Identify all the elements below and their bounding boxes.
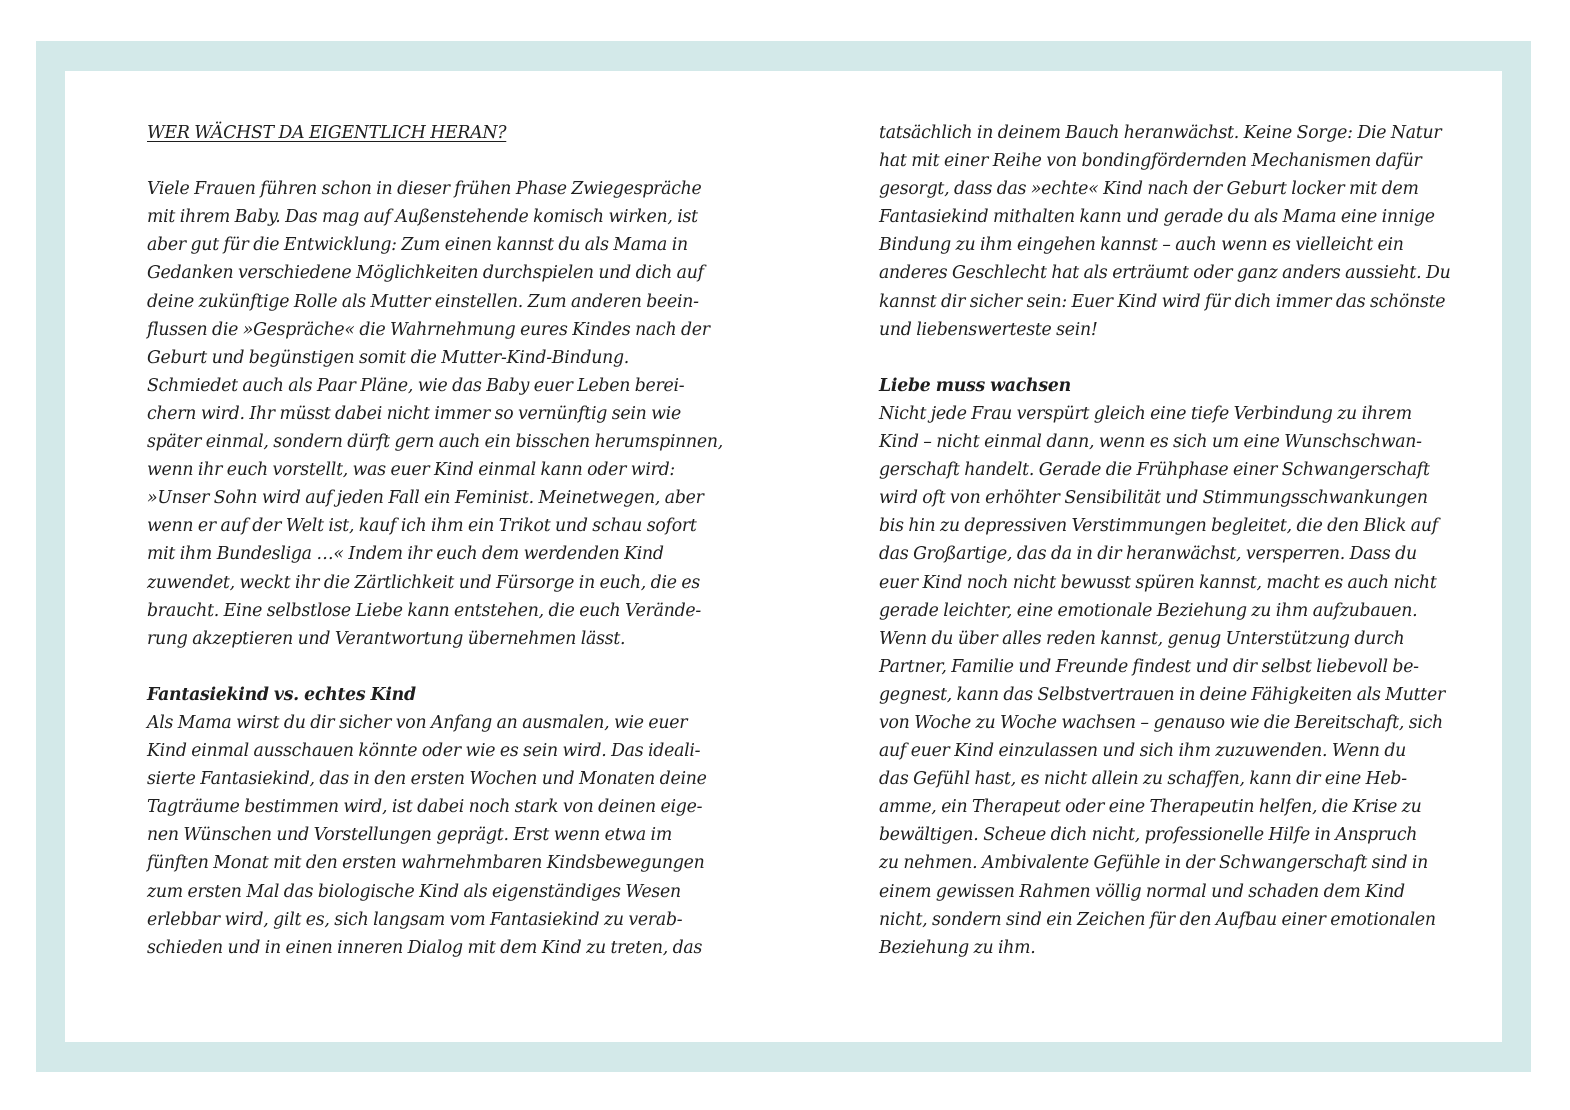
text-line: Nicht jede Frau verspürt gleich eine tiefe Verbindung zu ihrem	[879, 403, 1412, 424]
text-line: Partner, Familie und Freunde findest und dir selbst liebevoll be-	[879, 656, 1419, 677]
left-paragraph-2	[147, 709, 707, 962]
text-line: bewältigen. Scheue dich nicht, professionelle Hilfe in Anspruch	[879, 825, 1418, 846]
text-line: Tagträume bestimmen wird, ist dabei noch stark von deinen eige-	[147, 797, 703, 818]
spacer	[147, 147, 707, 175]
text-line: Beziehung zu ihm.	[879, 937, 1036, 958]
text-line: Schmiedet auch als Paar Pläne, wie das Baby euer Leben berei-	[147, 375, 685, 396]
text-line: zum ersten Mal das biologische Kind als eigenständiges Wesen	[147, 881, 681, 902]
text-line: gesorgt, dass das »echte« Kind nach der Geburt locker mit dem	[879, 179, 1419, 200]
text-line: einem gewissen Rahmen völlig normal und schaden dem Kind	[879, 881, 1405, 902]
text-line: Als Mama wirst du dir sicher von Anfang an ausmalen, wie euer	[147, 712, 688, 733]
text-line: von Woche zu Woche wachsen – genauso wie die Bereitschaft, sich	[879, 712, 1443, 733]
text-line: anderes Geschlecht hat als erträumt oder ganz anders aussieht. Du	[879, 263, 1451, 284]
text-line: amme, ein Therapeut oder eine Therapeutin helfen, die Krise zu	[879, 797, 1422, 818]
text-line: gegnest, kann das Selbstvertrauen in deine Fähigkeiten als Mutter	[879, 684, 1445, 705]
text-line: »Unser Sohn wird auf jeden Fall ein Feminist. Meinetwegen, aber	[147, 488, 704, 509]
text-line: zu nehmen. Ambivalente Gefühle in der Schwangerschaft sind in	[879, 853, 1429, 874]
text-line: das Gefühl hast, es nicht allein zu schaffen, kann dir eine Heb-	[879, 769, 1407, 790]
text-line: euer Kind noch nicht bewusst spüren kannst, macht es auch nicht	[879, 572, 1437, 593]
right-paragraph-2	[879, 400, 1445, 962]
text-line: mit ihrem Baby. Das mag auf Außenstehende komisch wirken, ist	[147, 207, 698, 228]
text-line: braucht. Eine selbstlose Liebe kann entstehen, die euch Verände-	[147, 600, 701, 621]
text-line: gerade leichter, eine emotionale Beziehung zu ihm aufzubauen.	[879, 600, 1418, 621]
left-column	[147, 119, 724, 962]
text-line: aber gut für die Entwicklung: Zum einen kannst du als Mama in	[147, 235, 688, 256]
text-line: rung akzeptieren und Verantwortung übernehmen lässt.	[147, 628, 626, 649]
text-line: chern wird. Ihr müsst dabei nicht immer so vernünftig sein wie	[147, 403, 681, 424]
text-line: das Großartige, das da in dir heranwächst, versperren. Dass du	[879, 544, 1417, 565]
text-line: gerschaft handelt. Gerade die Frühphase einer Schwangerschaft	[879, 460, 1430, 481]
text-line: Bindung zu ihm eingehen kannst – auch wenn es vielleicht ein	[879, 235, 1404, 256]
text-line: später einmal, sondern dürft gern auch ein bisschen herumspinnen,	[147, 432, 724, 453]
text-line: zuwendet, weckt ihr die Zärtlichkeit und Fürsorge in euch, die es	[147, 572, 700, 593]
text-line: nicht, sondern sind ein Zeichen für den Aufbau einer emotionalen	[879, 909, 1436, 930]
subheading-liebe: Liebe muss wachsen	[879, 375, 1071, 396]
right-column	[879, 119, 1451, 962]
subheading-fantasiekind: Fantasiekind vs. echtes Kind	[147, 684, 416, 705]
text-line: wird oft von erhöhter Sensibilität und Stimmungsschwankungen	[879, 488, 1428, 509]
text-line: Gedanken verschiedene Möglichkeiten durchspielen und dich auf	[147, 263, 704, 284]
text-line: Fantasiekind mithalten kann und gerade du als Mama eine innige	[879, 207, 1435, 228]
text-line: nen Wünschen und Vorstellungen geprägt. Erst wenn etwa im	[147, 825, 672, 846]
spacer	[147, 653, 707, 681]
text-line: Geburt und begünstigen somit die Mutter-Kind-Bindung.	[147, 347, 630, 368]
text-line: schieden und in einen inneren Dialog mit dem Kind zu treten, das	[147, 937, 703, 958]
text-line: wenn ihr euch vorstellt, was euer Kind einmal kann oder wird:	[147, 460, 675, 481]
text-line: Wenn du über alles reden kannst, genug Unterstützung durch	[879, 628, 1405, 649]
left-paragraph-1	[147, 175, 724, 653]
text-line: sierte Fantasiekind, das in den ersten Wochen und Monaten deine	[147, 769, 707, 790]
text-line: Kind einmal ausschauen könnte oder wie es sein wird. Das ideali-	[147, 741, 701, 762]
text-line: deine zukünftige Rolle als Mutter einstellen. Zum anderen beein-	[147, 291, 699, 312]
text-line: erlebbar wird, gilt es, sich langsam vom Fantasiekind zu verab-	[147, 909, 683, 930]
text-line: hat mit einer Reihe von bondingfördernden Mechanismen dafür	[879, 151, 1422, 172]
text-line: auf euer Kind einzulassen und sich ihm zuzuwenden. Wenn du	[879, 741, 1407, 762]
text-line: tatsächlich in deinem Bauch heranwächst. Keine Sorge: Die Natur	[879, 123, 1442, 143]
text-line: fünften Monat mit den ersten wahrnehmbaren Kindsbewegungen	[147, 853, 705, 874]
text-line: bis hin zu depressiven Verstimmungen begleitet, die den Blick auf	[879, 516, 1438, 537]
text-line: Viele Frauen führen schon in dieser frühen Phase Zwiegespräche	[147, 179, 702, 200]
right-paragraph-1	[879, 119, 1451, 344]
text-line: und liebenswerteste sein!	[879, 319, 1098, 340]
section-heading: WER WÄCHST DA EIGENTLICH HERAN?	[147, 123, 507, 143]
text-line: mit ihm Bundesliga …« Indem ihr euch dem werdenden Kind	[147, 544, 664, 565]
text-line: Kind – nicht einmal dann, wenn es sich um eine Wunschschwan-	[879, 432, 1422, 453]
spacer	[879, 344, 1439, 372]
text-line: flussen die »Gespräche« die Wahrnehmung eures Kindes nach der	[147, 319, 710, 340]
text-line: kannst dir sicher sein: Euer Kind wird für dich immer das schönste	[879, 291, 1446, 312]
text-line: wenn er auf der Welt ist, kauf ich ihm ein Trikot und schau sofort	[147, 516, 697, 537]
